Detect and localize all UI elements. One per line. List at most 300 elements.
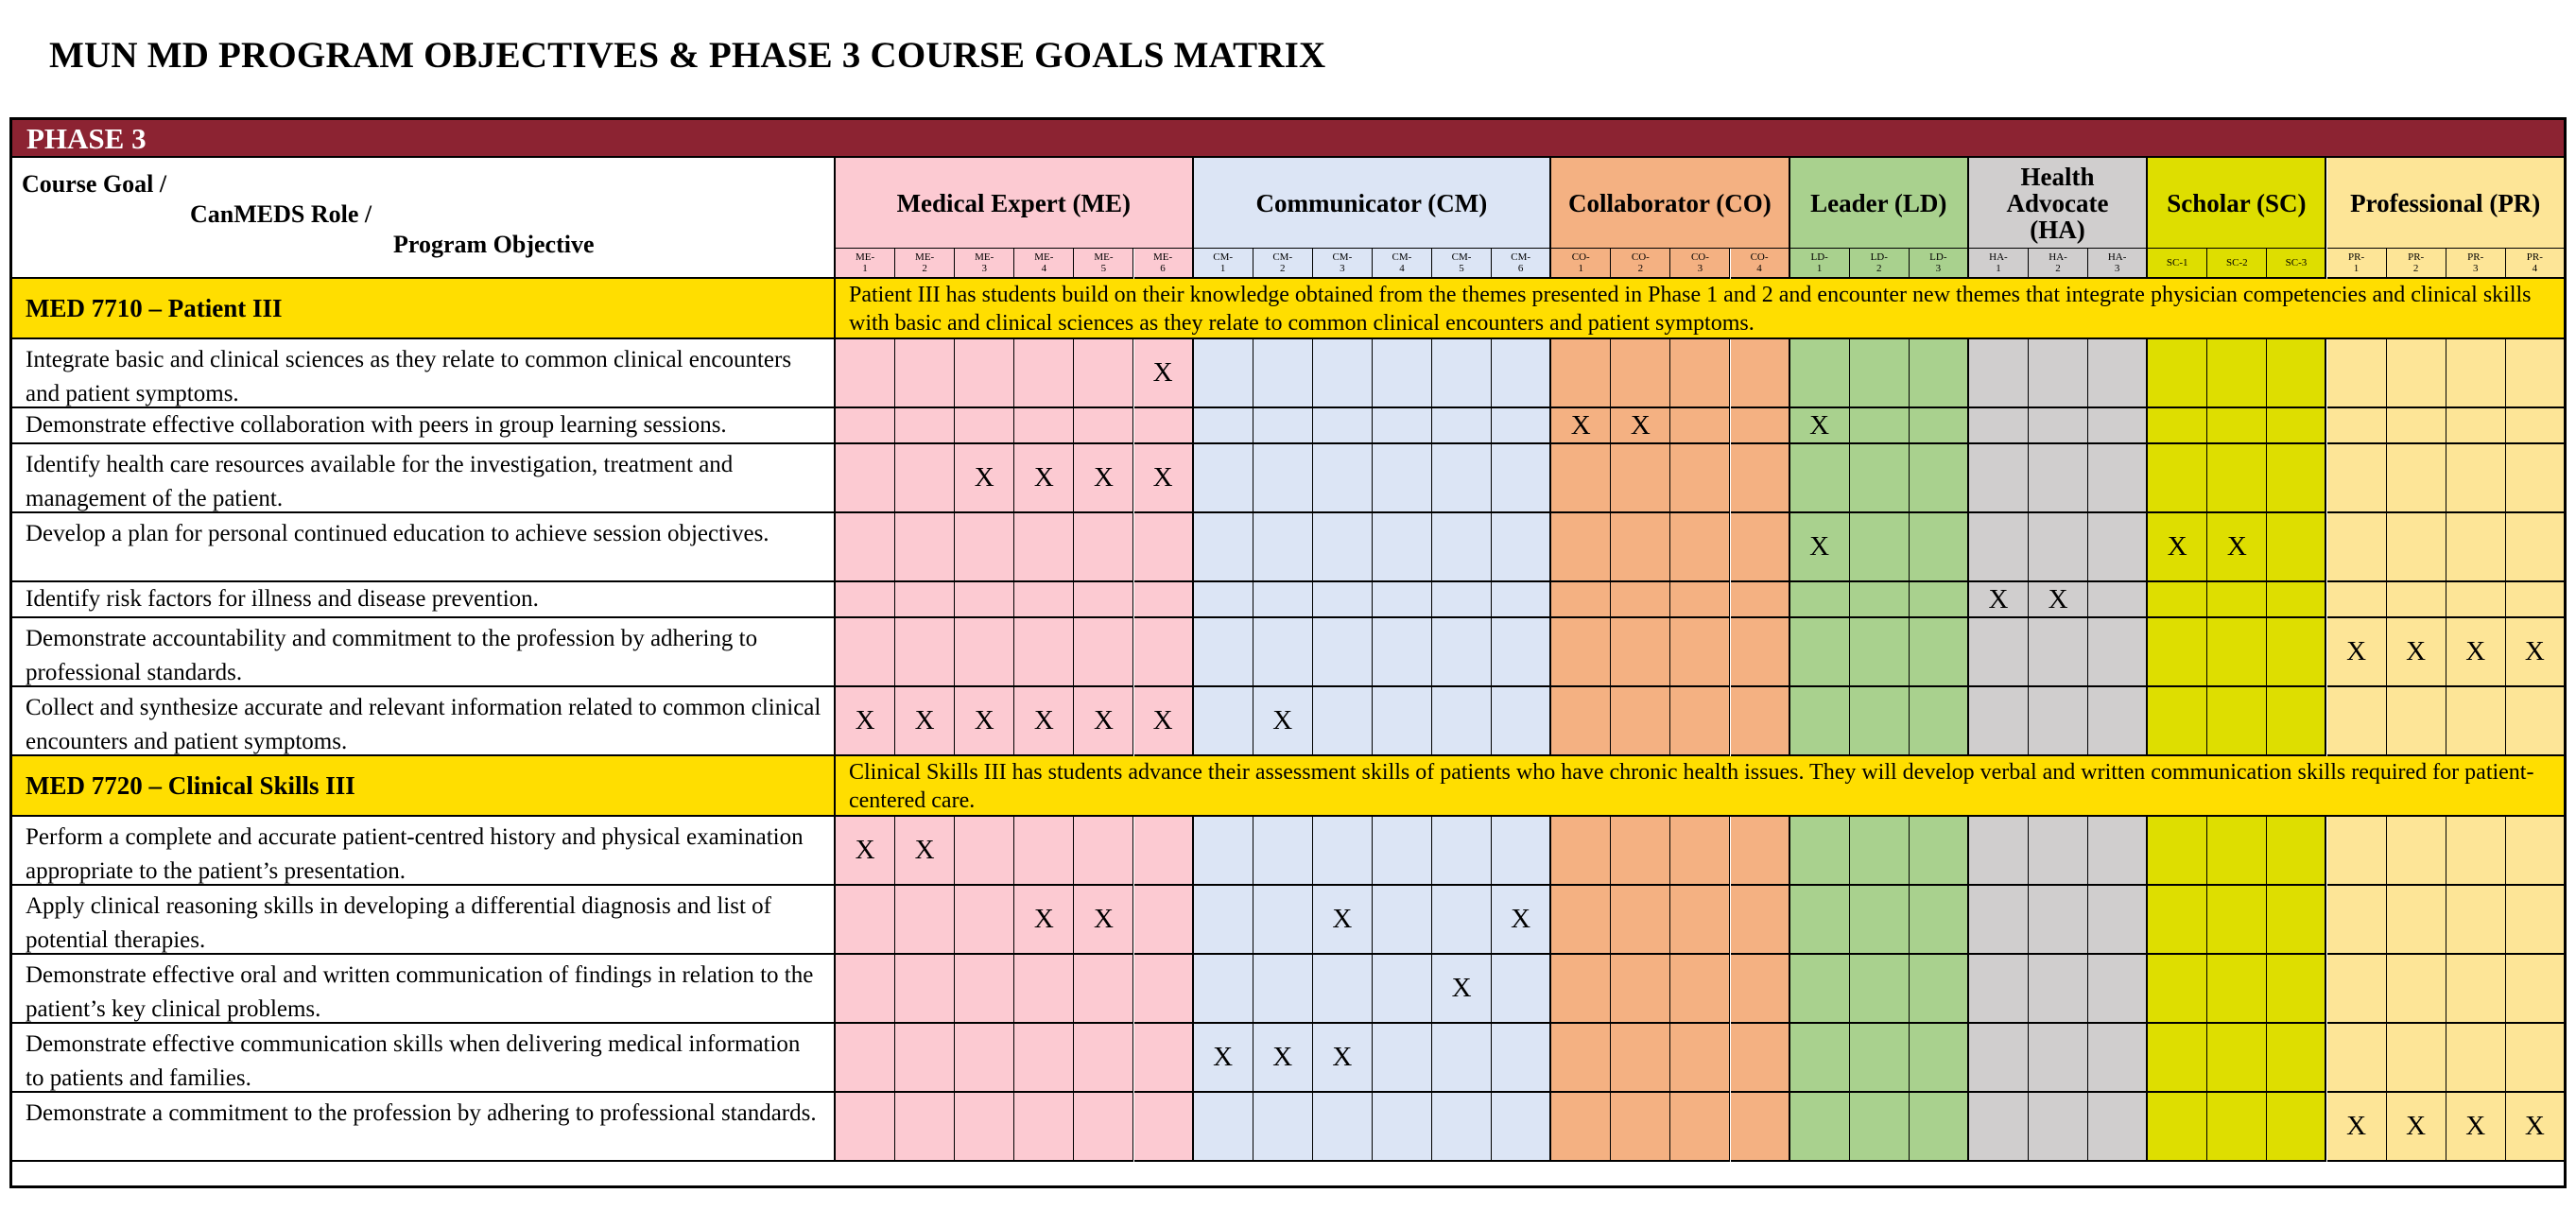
matrix-cell xyxy=(1134,513,1194,582)
matrix-cell xyxy=(2327,444,2387,513)
matrix-cell xyxy=(2088,444,2148,513)
matrix-cell xyxy=(1850,444,1910,513)
objective-text: Demonstrate effective collaboration with peers in group learning sessions. xyxy=(12,408,836,444)
matrix-cell xyxy=(1253,582,1313,618)
code-ha-3: HA- 3 xyxy=(2088,249,2148,279)
matrix-cell xyxy=(2148,444,2207,513)
matrix-cell xyxy=(1432,817,1492,886)
matrix-cell xyxy=(2446,582,2506,618)
matrix-cell xyxy=(1313,1093,1373,1162)
matrix-cell xyxy=(895,339,955,408)
matrix-cell xyxy=(1850,513,1910,582)
mark-ha-1: X xyxy=(1969,582,2029,618)
matrix-cell xyxy=(836,444,895,513)
mark-me-1: X xyxy=(836,817,895,886)
matrix-cell xyxy=(1313,408,1373,444)
page-title: MUN MD PROGRAM OBJECTIVES & PHASE 3 COURSE GOALS MATRIX xyxy=(49,35,1326,76)
code-ld-2: LD- 2 xyxy=(1850,249,1910,279)
course-title: MED 7710 – Patient III xyxy=(12,279,836,339)
matrix-cell xyxy=(2088,618,2148,687)
matrix-cell xyxy=(836,955,895,1024)
matrix-cell xyxy=(2207,339,2267,408)
matrix-cell xyxy=(1850,1093,1910,1162)
matrix-cell xyxy=(1611,817,1670,886)
matrix-cell xyxy=(1910,408,1969,444)
code-me-6: ME- 6 xyxy=(1134,249,1194,279)
matrix-cell xyxy=(836,1093,895,1162)
matrix-cell xyxy=(836,408,895,444)
matrix-cell xyxy=(2327,955,2387,1024)
matrix-cell xyxy=(2267,687,2326,756)
matrix-cell xyxy=(1551,339,1611,408)
matrix-cell xyxy=(1194,339,1253,408)
mark-ld-1: X xyxy=(1790,513,1850,582)
matrix-cell xyxy=(2506,339,2566,408)
course-description: Clinical Skills III has students advance their assessment skills of patients who have chronic health issues. They will develop verbal and written communication skills required for patient-centered care. xyxy=(836,756,2564,817)
matrix-cell xyxy=(1432,1093,1492,1162)
matrix-cell xyxy=(1313,339,1373,408)
mark-cm-5: X xyxy=(1432,955,1492,1024)
matrix-cell xyxy=(1014,408,1074,444)
matrix-cell xyxy=(1551,582,1611,618)
matrix-cell xyxy=(895,408,955,444)
mark-me-5: X xyxy=(1074,687,1133,756)
matrix-cell xyxy=(1253,817,1313,886)
matrix-cell xyxy=(1670,687,1730,756)
matrix-cell xyxy=(1790,687,1850,756)
objective-text: Demonstrate accountability and commitment to the profession by adhering to professional standards. xyxy=(12,618,836,687)
matrix-cell xyxy=(1373,886,1432,955)
code-me-2: ME- 2 xyxy=(895,249,955,279)
matrix-cell xyxy=(1670,1024,1730,1093)
matrix-cell xyxy=(1492,582,1551,618)
mark-me-5: X xyxy=(1074,886,1133,955)
mark-me-4: X xyxy=(1014,886,1074,955)
matrix-cell xyxy=(1611,339,1670,408)
mark-sc-1: X xyxy=(2148,513,2207,582)
matrix-cell xyxy=(955,817,1014,886)
course-title: MED 7720 – Clinical Skills III xyxy=(12,756,836,817)
matrix-cell xyxy=(2267,618,2326,687)
matrix-cell xyxy=(836,1024,895,1093)
matrix-cell xyxy=(1074,817,1133,886)
mark-me-4: X xyxy=(1014,687,1074,756)
matrix-cell xyxy=(1910,1093,1969,1162)
matrix-cell xyxy=(1850,1024,1910,1093)
matrix-cell xyxy=(1611,444,1670,513)
matrix-cell xyxy=(1611,886,1670,955)
matrix-cell xyxy=(2148,1024,2207,1093)
mark-pr-3: X xyxy=(2446,1093,2506,1162)
matrix-cell xyxy=(1731,955,1790,1024)
role-header-co: Collaborator (CO) xyxy=(1551,158,1789,249)
matrix-cell xyxy=(2148,618,2207,687)
matrix-cell xyxy=(1194,444,1253,513)
matrix-cell xyxy=(1910,339,1969,408)
matrix-cell xyxy=(1790,955,1850,1024)
matrix-cell xyxy=(1969,444,2029,513)
matrix-cell xyxy=(1731,817,1790,886)
code-cm-3: CM- 3 xyxy=(1313,249,1373,279)
matrix-cell xyxy=(2387,513,2446,582)
matrix-cell xyxy=(1373,1024,1432,1093)
matrix-cell xyxy=(1432,618,1492,687)
matrix-cell xyxy=(1731,444,1790,513)
matrix-cell xyxy=(1014,582,1074,618)
matrix-cell xyxy=(1790,1024,1850,1093)
matrix-cell xyxy=(1253,513,1313,582)
matrix-cell xyxy=(1731,886,1790,955)
matrix-cell xyxy=(1134,408,1194,444)
matrix-cell xyxy=(1014,955,1074,1024)
objective-text: Identify health care resources available for the investigation, treatment and management of the patient. xyxy=(12,444,836,513)
matrix-cell xyxy=(1373,817,1432,886)
mark-me-4: X xyxy=(1014,444,1074,513)
code-ld-3: LD- 3 xyxy=(1910,249,1969,279)
matrix-cell xyxy=(2327,687,2387,756)
matrix-cell xyxy=(2506,582,2566,618)
matrix-cell xyxy=(1850,687,1910,756)
matrix-cell xyxy=(1373,687,1432,756)
matrix-cell xyxy=(1551,513,1611,582)
matrix-cell xyxy=(2446,1024,2506,1093)
matrix-cell xyxy=(1850,955,1910,1024)
matrix-cell xyxy=(1670,444,1730,513)
matrix-cell xyxy=(1910,1024,1969,1093)
matrix-cell xyxy=(1134,886,1194,955)
matrix-cell xyxy=(1611,955,1670,1024)
code-sc-2: SC-2 xyxy=(2207,249,2267,279)
role-header-pr: Professional (PR) xyxy=(2327,158,2566,249)
role-header-sc: Scholar (SC) xyxy=(2148,158,2326,249)
matrix-cell xyxy=(1432,687,1492,756)
matrix-cell xyxy=(1492,513,1551,582)
matrix-cell xyxy=(1670,513,1730,582)
matrix-cell xyxy=(2207,444,2267,513)
matrix-cell xyxy=(2088,955,2148,1024)
objective-text: Perform a complete and accurate patient-centred history and physical examination appropriate to the patient’s presentation. xyxy=(12,817,836,886)
matrix-cell xyxy=(2446,444,2506,513)
matrix-cell xyxy=(955,1024,1014,1093)
matrix-cell xyxy=(955,955,1014,1024)
matrix-cell xyxy=(1910,618,1969,687)
matrix-cell xyxy=(2387,1024,2446,1093)
matrix-cell xyxy=(2506,687,2566,756)
matrix-cell xyxy=(1313,444,1373,513)
matrix-cell xyxy=(1074,1024,1133,1093)
matrix-cell xyxy=(2446,886,2506,955)
matrix-cell xyxy=(1611,1093,1670,1162)
matrix-cell xyxy=(1492,408,1551,444)
matrix-cell xyxy=(1611,618,1670,687)
matrix-cell xyxy=(1014,817,1074,886)
matrix-cell xyxy=(2088,582,2148,618)
matrix-cell xyxy=(1969,1093,2029,1162)
matrix-cell xyxy=(1551,687,1611,756)
mark-cm-2: X xyxy=(1253,1024,1313,1093)
mark-pr-1: X xyxy=(2327,1093,2387,1162)
matrix-cell xyxy=(2387,687,2446,756)
matrix-cell xyxy=(1492,955,1551,1024)
objective-text: Develop a plan for personal continued education to achieve session objectives. xyxy=(12,513,836,582)
code-ha-2: HA- 2 xyxy=(2029,249,2088,279)
matrix-cell xyxy=(2446,408,2506,444)
matrix-cell xyxy=(836,618,895,687)
mark-ld-1: X xyxy=(1790,408,1850,444)
matrix-cell xyxy=(1850,582,1910,618)
matrix-cell xyxy=(1910,582,1969,618)
mark-ha-2: X xyxy=(2029,582,2088,618)
matrix-cell xyxy=(955,618,1014,687)
matrix-cell xyxy=(2506,886,2566,955)
matrix-cell xyxy=(1432,513,1492,582)
code-ha-1: HA- 1 xyxy=(1969,249,2029,279)
matrix-cell xyxy=(895,582,955,618)
mark-co-1: X xyxy=(1551,408,1611,444)
matrix-cell xyxy=(955,513,1014,582)
matrix-cell xyxy=(2446,339,2506,408)
matrix-cell xyxy=(1194,955,1253,1024)
matrix-cell xyxy=(2506,444,2566,513)
matrix-cell xyxy=(2148,1093,2207,1162)
matrix-cell xyxy=(1551,955,1611,1024)
matrix-cell xyxy=(2029,817,2088,886)
matrix-cell xyxy=(1313,687,1373,756)
code-pr-3: PR- 3 xyxy=(2446,249,2506,279)
code-pr-2: PR- 2 xyxy=(2387,249,2446,279)
matrix-cell xyxy=(1014,339,1074,408)
matrix-cell xyxy=(2387,408,2446,444)
matrix-cell xyxy=(2327,339,2387,408)
matrix-cell xyxy=(895,618,955,687)
matrix-cell xyxy=(1731,618,1790,687)
matrix-cell xyxy=(1551,1093,1611,1162)
mark-sc-2: X xyxy=(2207,513,2267,582)
matrix-cell xyxy=(1253,1093,1313,1162)
matrix-cell xyxy=(2029,886,2088,955)
mark-me-3: X xyxy=(955,687,1014,756)
matrix-cell xyxy=(836,513,895,582)
matrix-cell xyxy=(2327,1024,2387,1093)
matrix-cell xyxy=(1134,1024,1194,1093)
matrix-cell xyxy=(2029,444,2088,513)
objective-text: Collect and synthesize accurate and relevant information related to common clinical encounters and patient symptoms. xyxy=(12,687,836,756)
matrix-cell xyxy=(836,582,895,618)
matrix-cell xyxy=(1611,582,1670,618)
matrix-cell xyxy=(2088,408,2148,444)
matrix-cell xyxy=(1194,582,1253,618)
code-co-1: CO- 1 xyxy=(1551,249,1611,279)
objective-text: Identify risk factors for illness and disease prevention. xyxy=(12,582,836,618)
matrix-cell xyxy=(1313,513,1373,582)
matrix-cell xyxy=(2148,886,2207,955)
matrix-cell xyxy=(1373,955,1432,1024)
matrix-cell xyxy=(895,444,955,513)
matrix-cell xyxy=(2267,408,2326,444)
matrix-cell xyxy=(2327,817,2387,886)
matrix-cell xyxy=(1253,886,1313,955)
matrix-cell xyxy=(895,513,955,582)
matrix-cell xyxy=(2029,955,2088,1024)
matrix-cell xyxy=(2207,1024,2267,1093)
code-ld-1: LD- 1 xyxy=(1790,249,1850,279)
matrix-cell xyxy=(1373,513,1432,582)
matrix-cell xyxy=(1074,582,1133,618)
matrix-cell xyxy=(1969,817,2029,886)
matrix-cell xyxy=(1373,1093,1432,1162)
matrix-cell xyxy=(1134,582,1194,618)
code-cm-2: CM- 2 xyxy=(1253,249,1313,279)
matrix-cell xyxy=(2446,955,2506,1024)
matrix-cell xyxy=(1969,513,2029,582)
matrix-cell xyxy=(2207,886,2267,955)
matrix-cell xyxy=(1790,817,1850,886)
matrix-cell xyxy=(1670,886,1730,955)
mark-co-2: X xyxy=(1611,408,1670,444)
matrix-cell xyxy=(955,886,1014,955)
matrix-cell xyxy=(2387,339,2446,408)
matrix-cell xyxy=(2267,339,2326,408)
matrix-cell xyxy=(1910,817,1969,886)
matrix-cell xyxy=(1194,618,1253,687)
header-label xyxy=(12,158,836,279)
matrix-cell xyxy=(1134,618,1194,687)
mark-cm-3: X xyxy=(1313,886,1373,955)
matrix-cell xyxy=(1731,1024,1790,1093)
phase-banner: PHASE 3 xyxy=(12,120,2564,158)
matrix-cell xyxy=(2327,886,2387,955)
matrix-cell xyxy=(2267,1024,2326,1093)
mark-pr-1: X xyxy=(2327,618,2387,687)
matrix-cell xyxy=(1492,618,1551,687)
objective-text: Demonstrate a commitment to the profession by adhering to professional standards. xyxy=(12,1093,836,1162)
matrix-cell xyxy=(2029,408,2088,444)
matrix-cell xyxy=(1194,1093,1253,1162)
matrix-cell xyxy=(1850,618,1910,687)
matrix-cell xyxy=(1551,444,1611,513)
matrix-cell xyxy=(1731,408,1790,444)
matrix-cell xyxy=(1313,817,1373,886)
matrix-cell xyxy=(1194,687,1253,756)
matrix-cell xyxy=(1670,618,1730,687)
matrix-cell xyxy=(2446,817,2506,886)
matrix-cell xyxy=(1194,513,1253,582)
matrix-cell xyxy=(1074,408,1133,444)
matrix-cell xyxy=(1910,513,1969,582)
matrix-cell xyxy=(1134,817,1194,886)
matrix-cell xyxy=(1014,1093,1074,1162)
matrix-cell xyxy=(1850,886,1910,955)
matrix-cell xyxy=(1492,1024,1551,1093)
course-description: Patient III has students build on their knowledge obtained from the themes presented in Phase 1 and 2 and encounter new themes that integrate physician competencies and clinical skills with basic and clinical sciences as they relate to common clinical encounters and patient symptoms. xyxy=(836,279,2564,339)
matrix-cell xyxy=(1611,1024,1670,1093)
mark-me-6: X xyxy=(1134,444,1194,513)
matrix-cell xyxy=(1492,1093,1551,1162)
matrix-cell xyxy=(1551,618,1611,687)
matrix-cell xyxy=(2267,1093,2326,1162)
matrix-cell xyxy=(1670,582,1730,618)
matrix-cell xyxy=(1850,817,1910,886)
matrix-cell xyxy=(1670,339,1730,408)
matrix-cell xyxy=(1850,339,1910,408)
matrix-cell xyxy=(1731,339,1790,408)
role-header-ld: Leader (LD) xyxy=(1790,158,1969,249)
matrix-cell xyxy=(2267,886,2326,955)
matrix-cell xyxy=(1194,817,1253,886)
matrix-cell xyxy=(1014,513,1074,582)
matrix-cell xyxy=(2029,1024,2088,1093)
matrix-cell xyxy=(836,886,895,955)
matrix-cell xyxy=(955,408,1014,444)
matrix-cell xyxy=(1731,1093,1790,1162)
matrix-cell xyxy=(1432,1024,1492,1093)
matrix-cell xyxy=(1969,886,2029,955)
matrix-cell xyxy=(1373,408,1432,444)
mark-pr-4: X xyxy=(2506,1093,2566,1162)
matrix-cell xyxy=(2387,886,2446,955)
matrix-cell xyxy=(1253,955,1313,1024)
matrix-cell xyxy=(1910,444,1969,513)
matrix-cell xyxy=(1611,513,1670,582)
role-header-cm: Communicator (CM) xyxy=(1194,158,1552,249)
role-header-ha: Health Advocate (HA) xyxy=(1969,158,2148,249)
matrix-cell xyxy=(2207,817,2267,886)
matrix-cell xyxy=(1432,886,1492,955)
matrix-cell xyxy=(1313,582,1373,618)
matrix-cell xyxy=(2506,408,2566,444)
matrix-cell xyxy=(1969,408,2029,444)
matrix-cell xyxy=(2207,687,2267,756)
matrix-cell xyxy=(2148,817,2207,886)
matrix-cell xyxy=(1551,886,1611,955)
code-co-4: CO- 4 xyxy=(1731,249,1790,279)
objective-text: Integrate basic and clinical sciences as they relate to common clinical encounters and patient symptoms. xyxy=(12,339,836,408)
matrix-cell xyxy=(1611,687,1670,756)
matrix-cell xyxy=(2446,513,2506,582)
matrix-cell xyxy=(1074,1093,1133,1162)
code-cm-4: CM- 4 xyxy=(1373,249,1432,279)
matrix-cell xyxy=(1969,955,2029,1024)
code-pr-4: PR- 4 xyxy=(2506,249,2566,279)
matrix-cell xyxy=(955,339,1014,408)
matrix-cell xyxy=(2088,687,2148,756)
mark-me-6: X xyxy=(1134,687,1194,756)
matrix-cell xyxy=(1253,444,1313,513)
matrix-cell xyxy=(2207,408,2267,444)
matrix-cell xyxy=(2387,955,2446,1024)
code-cm-1: CM- 1 xyxy=(1194,249,1253,279)
matrix-cell xyxy=(2088,339,2148,408)
mark-cm-2: X xyxy=(1253,687,1313,756)
mark-me-1: X xyxy=(836,687,895,756)
matrix-cell xyxy=(2506,955,2566,1024)
header-program-objective: Program Objective xyxy=(393,231,595,258)
matrix-cell xyxy=(1731,582,1790,618)
matrix-cell xyxy=(2088,513,2148,582)
mark-me-5: X xyxy=(1074,444,1133,513)
matrix-cell xyxy=(1850,408,1910,444)
matrix-cell xyxy=(2207,955,2267,1024)
matrix-cell xyxy=(1969,1024,2029,1093)
matrix-cell xyxy=(895,1024,955,1093)
header-canmeds-role: CanMEDS Role / xyxy=(190,200,372,228)
matrix-cell xyxy=(2148,339,2207,408)
matrix-cell xyxy=(2387,817,2446,886)
matrix-cell xyxy=(1253,339,1313,408)
mark-pr-2: X xyxy=(2387,618,2446,687)
matrix-cell xyxy=(2029,513,2088,582)
matrix-cell xyxy=(1313,618,1373,687)
